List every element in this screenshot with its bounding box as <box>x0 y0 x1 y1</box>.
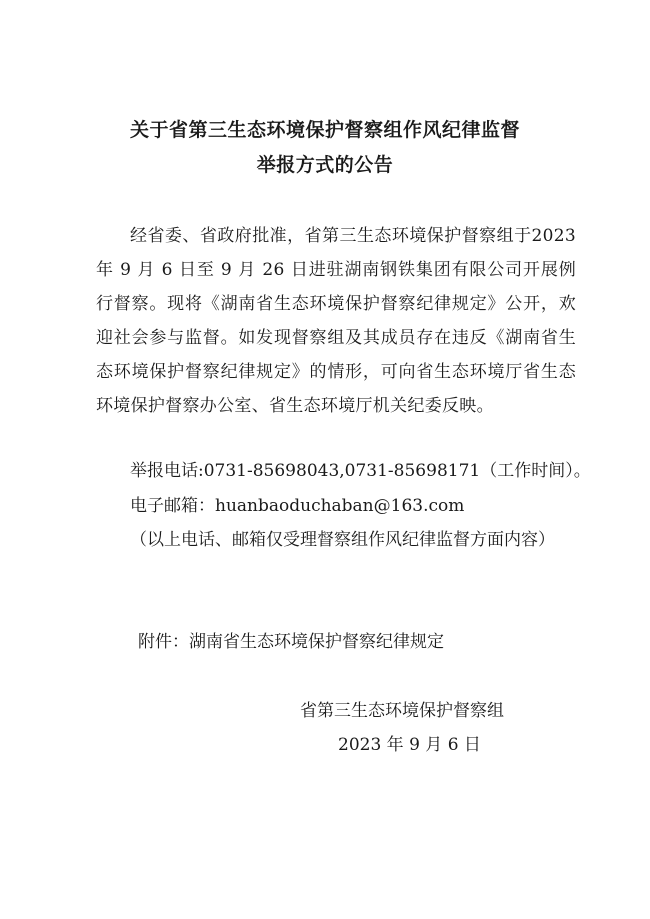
email-text: 电子邮箱：huanbaoduchaban@163.com <box>130 496 465 516</box>
attachment-text: 附件：湖南省生态环境保护督察纪律规定 <box>138 632 444 652</box>
signature-organization: 省第三生态环境保护督察组 <box>300 701 504 721</box>
document-title-line-1: 关于省第三生态环境保护督察组作风纪律监督 <box>129 119 520 141</box>
hotline-text: 举报电话:0731-85698043,0731-85698171（工作时间）。 <box>130 461 591 481</box>
signature-date: 2023 年 9 月 6 日 <box>338 735 481 755</box>
scope-note: （以上电话、邮箱仅受理督察组作风纪律监督方面内容） <box>130 530 555 550</box>
document-title-line-2: 举报方式的公告 <box>256 154 394 176</box>
main-paragraph: 经省委、省政府批准，省第三生态环境保护督察组于2023 年 9 月 6 日至 9 月 26 日进驻湖南钢铁集团有限公司开展例行督察。现将《湖南省生态环境保护督察纪律规定》公开，欢迎社会参与监督。如发现督察组及其成员存在违反《湖南省生态环境保护督察纪律规定》的情形，可向省生态环境厅省生态环境保护督察办公室、省生态环境厅机关纪委反映。 <box>96 226 576 416</box>
